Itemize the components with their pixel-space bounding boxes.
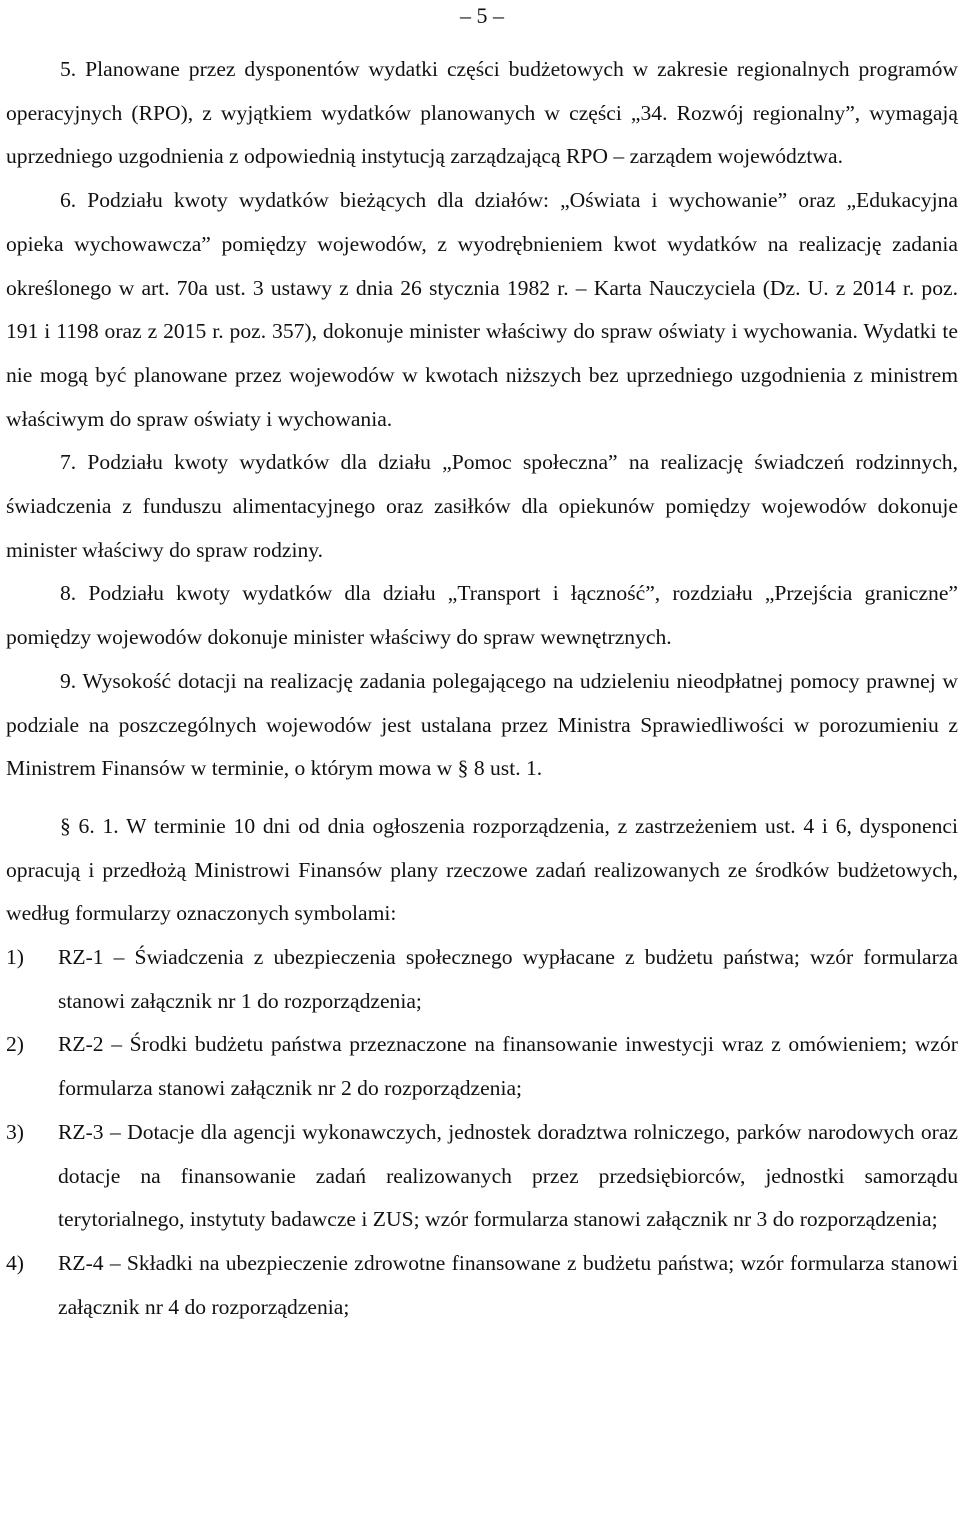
form-list bbox=[6, 936, 958, 1329]
paragraph-5: 5. Planowane przez dysponentów wydatki części budżetowych w zakresie regionalnych programów operacyjnych (RPO), z wyjątkiem wydatków planowanych w części „34. Rozwój regionalny”, wymagają uprzedniego uzgodnienia z odpowiednią instytucją zarządzającą RPO – zarządem województwa. bbox=[6, 57, 958, 169]
list-item-number: 4) bbox=[6, 1250, 24, 1275]
list-item-text: RZ-2 – Środki budżetu państwa przeznaczone na finansowanie inwestycji wraz z omówieniem; wzór formularza stanowi załącznik nr 2 do rozporządzenia; bbox=[58, 1032, 958, 1101]
list-item-number: 3) bbox=[6, 1119, 24, 1144]
list-item bbox=[6, 936, 958, 1023]
list-item-text: RZ-4 – Składki na ubezpieczenie zdrowotne finansowane z budżetu państwa; wzór formularza stanowi załącznik nr 4 do rozporządzenia; bbox=[58, 1250, 958, 1319]
paragraph-8: 8. Podziału kwoty wydatków dla działu „Transport i łączność”, rozdziału „Przejścia graniczne” pomiędzy wojewodów dokonuje minister właściwy do spraw wewnętrznych. bbox=[6, 581, 958, 650]
list-item bbox=[6, 1111, 958, 1242]
paragraph-9: 9. Wysokość dotacji na realizację zadania polegającego na udzieleniu nieodpłatnej pomocy prawnej w podziale na poszczególnych wojewodów jest ustalana przez Ministra Sprawiedliwości w porozumieniu z Ministrem Finansów w terminie, o którym mowa w § 8 ust. 1. bbox=[6, 668, 958, 781]
document-page bbox=[6, 0, 958, 1329]
list-item-text: RZ-3 – Dotacje dla agencji wykonawczych, jednostek doradztwa rolniczego, parków narodowych oraz dotacje na finansowanie zadań realizowanych przez przedsiębiorców, jednostki samorządu terytorialnego, instytuty badawcze i ZUS; wzór formularza stanowi załącznik nr 3 do rozporządzenia; bbox=[58, 1119, 958, 1232]
section-6-intro: § 6. 1. W terminie 10 dni od dnia ogłoszenia rozporządzenia, z zastrzeżeniem ust. 4 i 6, dysponenci opracują i przedłożą Ministrowi Finansów plany rzeczowe zadań realizowanych ze środków budżetowych, według formularzy oznaczonych symbolami: bbox=[6, 813, 958, 926]
list-item-text: RZ-1 – Świadczenia z ubezpieczenia społecznego wypłacane z budżetu państwa; wzór formularza stanowi załącznik nr 1 do rozporządzenia; bbox=[58, 945, 958, 1013]
paragraph-7: 7. Podziału kwoty wydatków dla działu „Pomoc społeczna” na realizację świadczeń rodzinnych, świadczenia z funduszu alimentacyjnego oraz zasiłków dla opiekunów pomiędzy wojewodów dokonuje minister właściwy do spraw rodziny. bbox=[6, 450, 958, 562]
list-item bbox=[6, 1023, 958, 1110]
list-item bbox=[6, 1242, 958, 1329]
list-item-number: 2) bbox=[6, 1032, 24, 1057]
page-number: – 5 – bbox=[460, 3, 504, 28]
list-item-number: 1) bbox=[6, 945, 24, 970]
paragraph-6: 6. Podziału kwoty wydatków bieżących dla działów: „Oświata i wychowanie” oraz „Edukacyjna opieka wychowawcza” pomiędzy wojewodów, z wyodrębnieniem kwot wydatków na realizację zadania określonego w art. 70a ust. 3 ustawy z dnia 26 stycznia 1982 r. – Karta Nauczyciela (Dz. U. z 2014 r. poz. 191 i 1198 oraz z 2015 r. poz. 357), dokonuje minister właściwy do spraw oświaty i wychowania. Wydatki te nie mogą być planowane przez wojewodów w kwotach niższych bez uprzedniego uzgodnienia z ministrem właściwym do spraw oświaty i wychowania. bbox=[6, 188, 958, 431]
